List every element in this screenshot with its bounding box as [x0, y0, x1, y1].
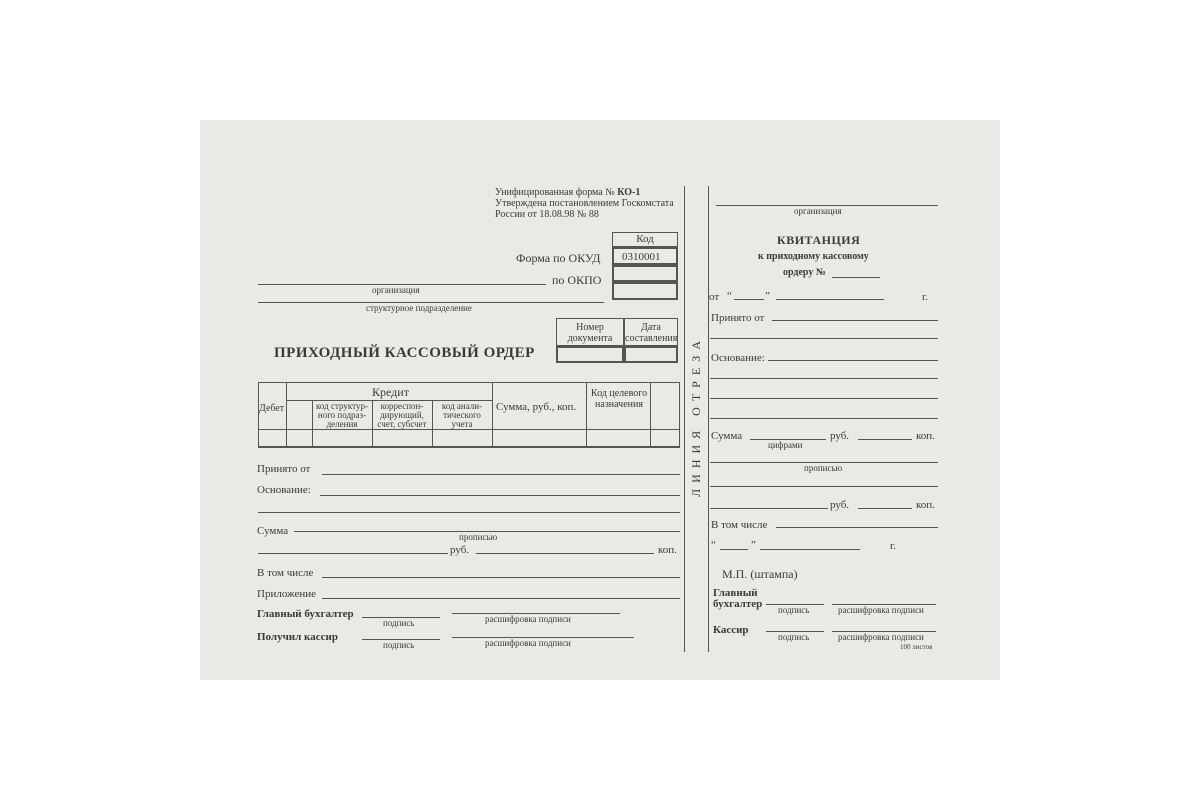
table-divider — [258, 429, 680, 430]
receipt-kop-label: коп. — [916, 430, 935, 442]
receipt-in-words-caption: прописью — [804, 463, 843, 473]
receipt-day-line-2[interactable] — [720, 549, 748, 550]
credit-header: Кредит — [372, 385, 409, 399]
basis-line-2[interactable] — [258, 512, 680, 513]
cut-line-left — [684, 186, 685, 652]
table-divider — [258, 446, 680, 448]
kod-header: Код — [612, 232, 678, 247]
including-line[interactable] — [322, 577, 680, 578]
kop-line[interactable] — [476, 553, 654, 554]
sum-label: Сумма — [257, 525, 289, 537]
cut-line-label: ЛИНИЯ ОТРЕЗА — [689, 335, 703, 497]
receipt-date-from-label: от — [709, 291, 720, 303]
receipt-kop-line-2[interactable] — [858, 508, 912, 509]
receipt-signature-decode-caption: расшифровка подписи — [838, 632, 924, 642]
attachment-line[interactable] — [322, 598, 680, 599]
extra-code-cell[interactable] — [612, 282, 678, 300]
kop-label: коп. — [658, 544, 677, 556]
in-words-caption: прописью — [459, 532, 498, 542]
receipt-chief-accountant-label-1: Главный — [713, 587, 758, 599]
receipt-order-number-label: ордеру № — [783, 267, 826, 278]
receipt-basis-line-4[interactable] — [710, 418, 938, 419]
cut-line-right — [708, 186, 709, 652]
doc-number-cell[interactable] — [556, 346, 624, 363]
receipt-quote-close: ” — [765, 290, 770, 302]
approved-date-line: России от 18.08.98 № 88 — [495, 209, 599, 220]
received-cashier-label: Получил кассир — [257, 631, 338, 643]
basis-label: Основание: — [257, 484, 311, 496]
sheet-count: 100 листов — [900, 643, 933, 651]
receipt-quote-open: “ — [727, 290, 732, 302]
corresponding-account-header: корреспон-дирующий, счет, субсчет — [377, 401, 427, 429]
receipt-including-line[interactable] — [776, 527, 938, 528]
receipt-chief-accountant-label-2: бухгалтер — [713, 598, 763, 610]
receipt-cashier-label: Кассир — [713, 624, 749, 636]
receipt-including-label: В том числе — [711, 519, 768, 531]
okpo-label: по ОКПО — [552, 273, 602, 287]
doc-number-header: Номер документа — [556, 318, 624, 346]
signature-decode-caption: расшифровка подписи — [485, 638, 571, 648]
signature-caption: подпись — [383, 640, 415, 650]
table-divider — [492, 382, 493, 448]
receipt-signature-caption: подпись — [778, 605, 810, 615]
okud-label: Форма по ОКУД — [516, 251, 601, 265]
okud-code-cell: 0310001 — [612, 247, 678, 265]
structural-unit-code-header: код структур-ного подраз-деления — [316, 401, 368, 429]
receipt-accepted-from-line[interactable] — [772, 320, 938, 321]
table-divider — [650, 382, 651, 448]
including-label: В том числе — [257, 567, 314, 579]
doc-date-cell[interactable] — [624, 346, 678, 363]
receipt-subtitle: к приходному кассовому — [758, 251, 869, 262]
receipt-organization-caption: организация — [794, 206, 842, 216]
receipt-month-line[interactable] — [776, 299, 884, 300]
approved-line: Утверждена постановлением Госкомстата — [495, 198, 674, 209]
purpose-code-header: Код целевого назначения — [590, 388, 648, 410]
receipt-accepted-from-label: Принято от — [711, 312, 765, 324]
receipt-rub-label-2: руб. — [830, 499, 850, 511]
doc-date-header: Дата составления — [624, 318, 678, 346]
accepted-from-label: Принято от — [257, 463, 311, 475]
receipt-rub-label: руб. — [830, 430, 850, 442]
receipt-signature-decode-caption: расшифровка подписи — [838, 605, 924, 615]
receipt-quote-close-2: ” — [751, 539, 756, 551]
form-label: Унифицированная форма № — [495, 187, 615, 198]
basis-line[interactable] — [320, 495, 680, 496]
receipt-year-label-2: г. — [890, 540, 897, 552]
receipt-quote-open-2: “ — [711, 539, 716, 551]
signature-caption: подпись — [383, 618, 415, 628]
sum-words-line[interactable] — [258, 553, 448, 554]
in-figures-caption: цифрами — [768, 440, 803, 450]
receipt-rub-line[interactable] — [710, 508, 828, 509]
debit-header: Дебет — [259, 403, 285, 414]
receipt-basis-line-3[interactable] — [710, 398, 938, 399]
rub-label: руб. — [450, 544, 470, 556]
receipt-sum-label: Сумма — [711, 430, 743, 442]
receipt-basis-line[interactable] — [768, 360, 938, 361]
receipt-kop-line[interactable] — [858, 439, 912, 440]
receipt-accepted-from-line-2[interactable] — [710, 338, 938, 339]
receipt-day-line[interactable] — [734, 299, 764, 300]
table-divider — [286, 382, 287, 448]
table-divider — [586, 382, 587, 448]
chief-accountant-label: Главный бухгалтер — [257, 608, 354, 620]
receipt-kop-label-2: коп. — [916, 499, 935, 511]
organization-caption: организация — [372, 285, 420, 295]
receipt-basis-label: Основание: — [711, 352, 765, 364]
receipt-order-number-line[interactable] — [832, 277, 880, 278]
accepted-from-line[interactable] — [322, 474, 680, 475]
receipt-month-line-2[interactable] — [760, 549, 860, 550]
signature-decode-caption: расшифровка подписи — [485, 614, 571, 624]
receipt-title: КВИТАНЦИЯ — [777, 233, 861, 247]
receipt-signature-caption: подпись — [778, 632, 810, 642]
department-caption: структурное подразделение — [366, 303, 472, 313]
analytic-code-header: код анали-тического учета — [441, 401, 483, 429]
stamp-label: М.П. (штампа) — [722, 567, 798, 581]
attachment-label: Приложение — [257, 588, 317, 600]
form-sheet — [200, 120, 1000, 680]
form-code: КО-1 — [617, 187, 641, 198]
document-title: ПРИХОДНЫЙ КАССОВЫЙ ОРДЕР — [274, 345, 535, 361]
sum-header: Сумма, руб., коп. — [496, 401, 577, 413]
form-header-line1 — [495, 188, 640, 198]
receipt-basis-line-2[interactable] — [710, 378, 938, 379]
receipt-year-label: г. — [922, 291, 929, 303]
okpo-code-cell[interactable] — [612, 265, 678, 282]
receipt-sum-words-line-2[interactable] — [710, 486, 938, 487]
